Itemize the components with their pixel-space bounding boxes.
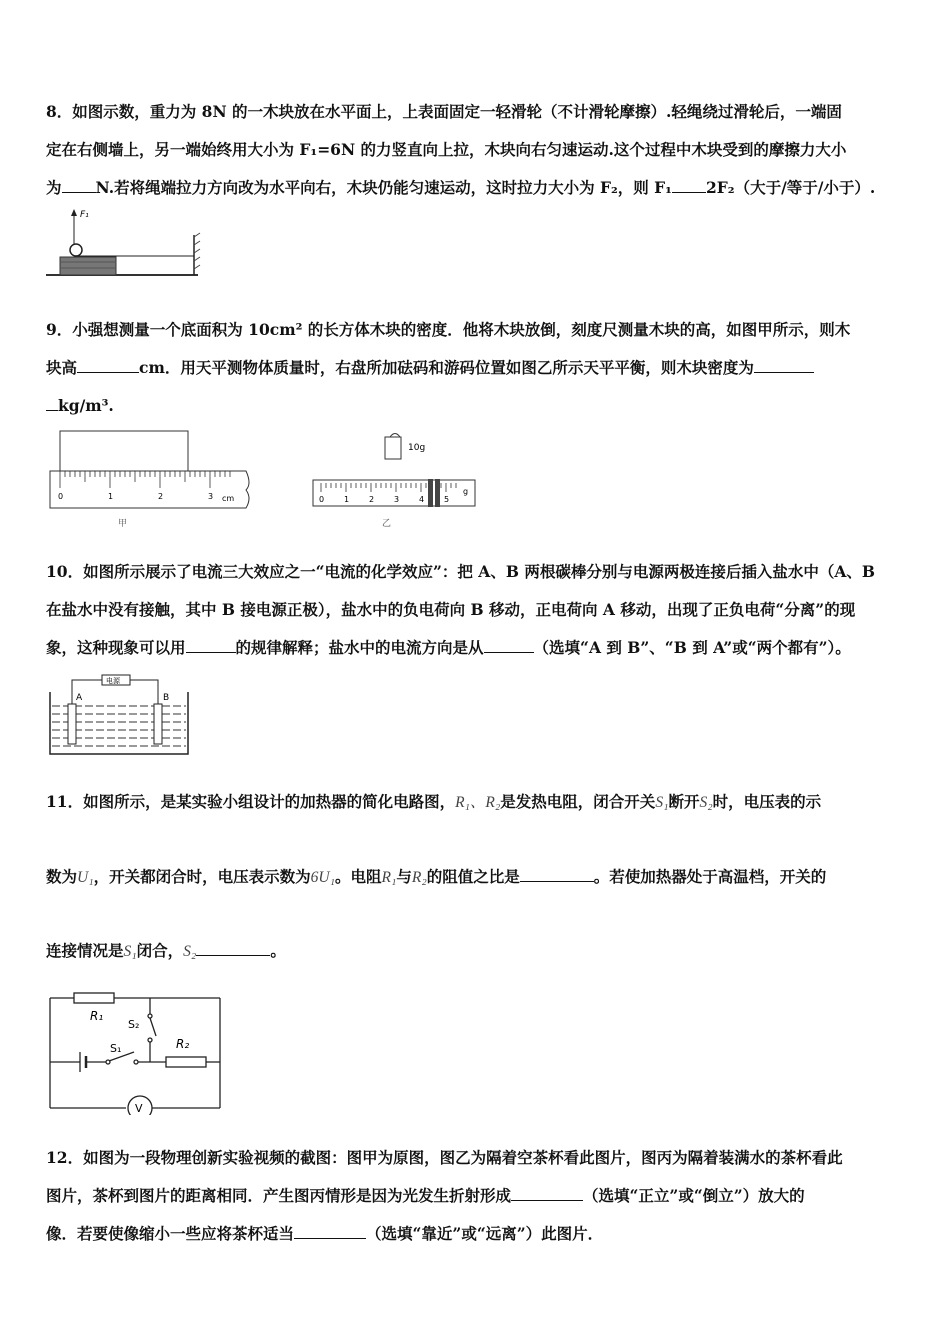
ruler-tick-2: 2	[158, 492, 164, 501]
q9-blank-height[interactable]	[77, 358, 139, 373]
sym-s1: S₁	[655, 794, 669, 811]
q11-blank-switch[interactable]	[196, 941, 270, 956]
circuit-r1-label: R₁	[90, 1009, 104, 1023]
circuit-s1-label: S₁	[110, 1042, 122, 1055]
q8-blank-compare[interactable]	[672, 178, 706, 193]
sym-r1r2: R₁、R₂	[455, 794, 501, 811]
q9-ruler-figure	[46, 428, 256, 533]
q8-blank-friction[interactable]	[62, 178, 96, 193]
q9-line-1: 9．小强想测量一个底面积为 10cm² 的长方体木块的密度．他将木块放倒，刻度尺测量木块的高，如图甲所示，则木	[46, 320, 851, 339]
circuit-s2-label: S₂	[128, 1018, 140, 1031]
q10-line-3: 象，这种现象可以用 的规律解释；盐水中的电流方向是从 （选填“A 到 B”、“B 到 A”或“两个都有”）。	[46, 638, 851, 657]
q12-blank-orientation[interactable]	[511, 1186, 583, 1201]
ruler-unit: cm	[222, 494, 235, 503]
electrode-a-label: A	[76, 693, 83, 703]
q8-line-1: 8．如图示数，重力为 8N 的一木块放在水平面上，上表面固定一轻滑轮（不计滑轮摩擦）.轻绳绕过滑轮后，一端固	[46, 102, 842, 121]
weight-label: 10g	[408, 443, 426, 453]
ruler-caption: 甲	[118, 519, 128, 529]
q8-line-3: 为 N.若将绳端拉力方向改为水平向右，木块仍能匀速运动，这时拉力大小为 F₂，则 F₁ 2F₂（大于/等于/小于）.	[46, 178, 876, 197]
q12-line-2: 图片，茶杯到图片的距离相同．产生图丙情形是因为光发生折射形成 （选填“正立”或“倒立”）放大的	[46, 1186, 805, 1205]
balance-tick-0: 0	[319, 495, 325, 504]
sym-6u1: 6U₁	[310, 869, 335, 886]
balance-tick-4: 4	[419, 495, 425, 504]
q12-blank-distance[interactable]	[294, 1224, 366, 1239]
balance-tick-1: 1	[344, 495, 350, 504]
q9-blank-density-b[interactable]	[46, 396, 58, 411]
ruler-tick-1: 1	[108, 492, 114, 501]
voltmeter-label: V	[135, 1102, 143, 1115]
q9-line-2: 块高 cm．用天平测物体质量时，右盘所加砝码和游码位置如图乙所示天平平衡，则木块密度为	[46, 349, 908, 387]
q10-electrolysis-figure	[46, 670, 196, 758]
balance-tick-5: 5	[444, 495, 450, 504]
q11-line-3: 连接情况是S₁闭合，S₂ 。	[46, 941, 286, 960]
sym-s2b: S₂	[183, 943, 197, 960]
ruler-tick-3: 3	[208, 492, 214, 501]
q9-balance-figure	[310, 428, 480, 533]
electrode-b-label: B	[163, 693, 170, 703]
ruler-tick-0: 0	[58, 492, 64, 501]
balance-unit: g	[463, 487, 469, 496]
sym-s2: S₂	[699, 794, 713, 811]
q12-line-3: 像．若要使像缩小一些应将茶杯适当 （选填“靠近”或“远离”）此图片．	[46, 1224, 604, 1243]
sym-u1: U₁	[77, 869, 94, 886]
balance-tick-2: 2	[369, 495, 375, 504]
q9-blank-density-a[interactable]	[754, 358, 814, 373]
source-label: 电源	[106, 677, 120, 685]
q8-force-label: F₁	[80, 210, 89, 220]
q10-blank-direction[interactable]	[484, 638, 534, 653]
q11-line-2: 数为U₁，开关都闭合时，电压表示数为6U₁。电阻R₁与R₂的阻值之比是 。若使加热器处于高温档，开关的	[46, 867, 827, 886]
q12-line-1: 12．如图为一段物理创新实验视频的截图：图甲为原图，图乙为隔着空茶杯看此图片，图丙为隔着装满水的茶杯看此	[46, 1148, 843, 1167]
q10-blank-law[interactable]	[186, 638, 236, 653]
circuit-r2-label: R₂	[176, 1037, 190, 1051]
q11-circuit-figure	[46, 990, 226, 1115]
balance-caption: 乙	[382, 519, 392, 529]
sym-r2: R₂	[411, 869, 427, 886]
sym-s1b: S₁	[123, 943, 137, 960]
balance-tick-3: 3	[394, 495, 400, 504]
sym-r1: R₁	[381, 869, 397, 886]
q9-line-3: kg/m³.	[46, 387, 908, 425]
q8-pulley-figure	[46, 205, 206, 280]
q8-line-2: 定在右侧墙上，另一端始终用大小为 F₁=6N 的力竖直向上拉，木块向右匀速运动.这个过程中木块受到的摩擦力大小	[46, 140, 847, 159]
q10-line-2: 在盐水中没有接触，其中 B 接电源正极），盐水中的负电荷向 B 移动，正电荷向 A 移动，出现了正负电荷“分离”的现	[46, 600, 856, 619]
q11-line-1: 11．如图所示，是某实验小组设计的加热器的简化电路图，R₁、R₂是发热电阻，闭合开关S₁断开S₂时，电压表的示	[46, 792, 822, 811]
q10-line-1: 10．如图所示展示了电流三大效应之一“电流的化学效应”：把 A、B 两根碳棒分别与电源两极连接后插入盐水中（A、B	[46, 562, 875, 581]
q11-blank-ratio[interactable]	[520, 867, 594, 882]
